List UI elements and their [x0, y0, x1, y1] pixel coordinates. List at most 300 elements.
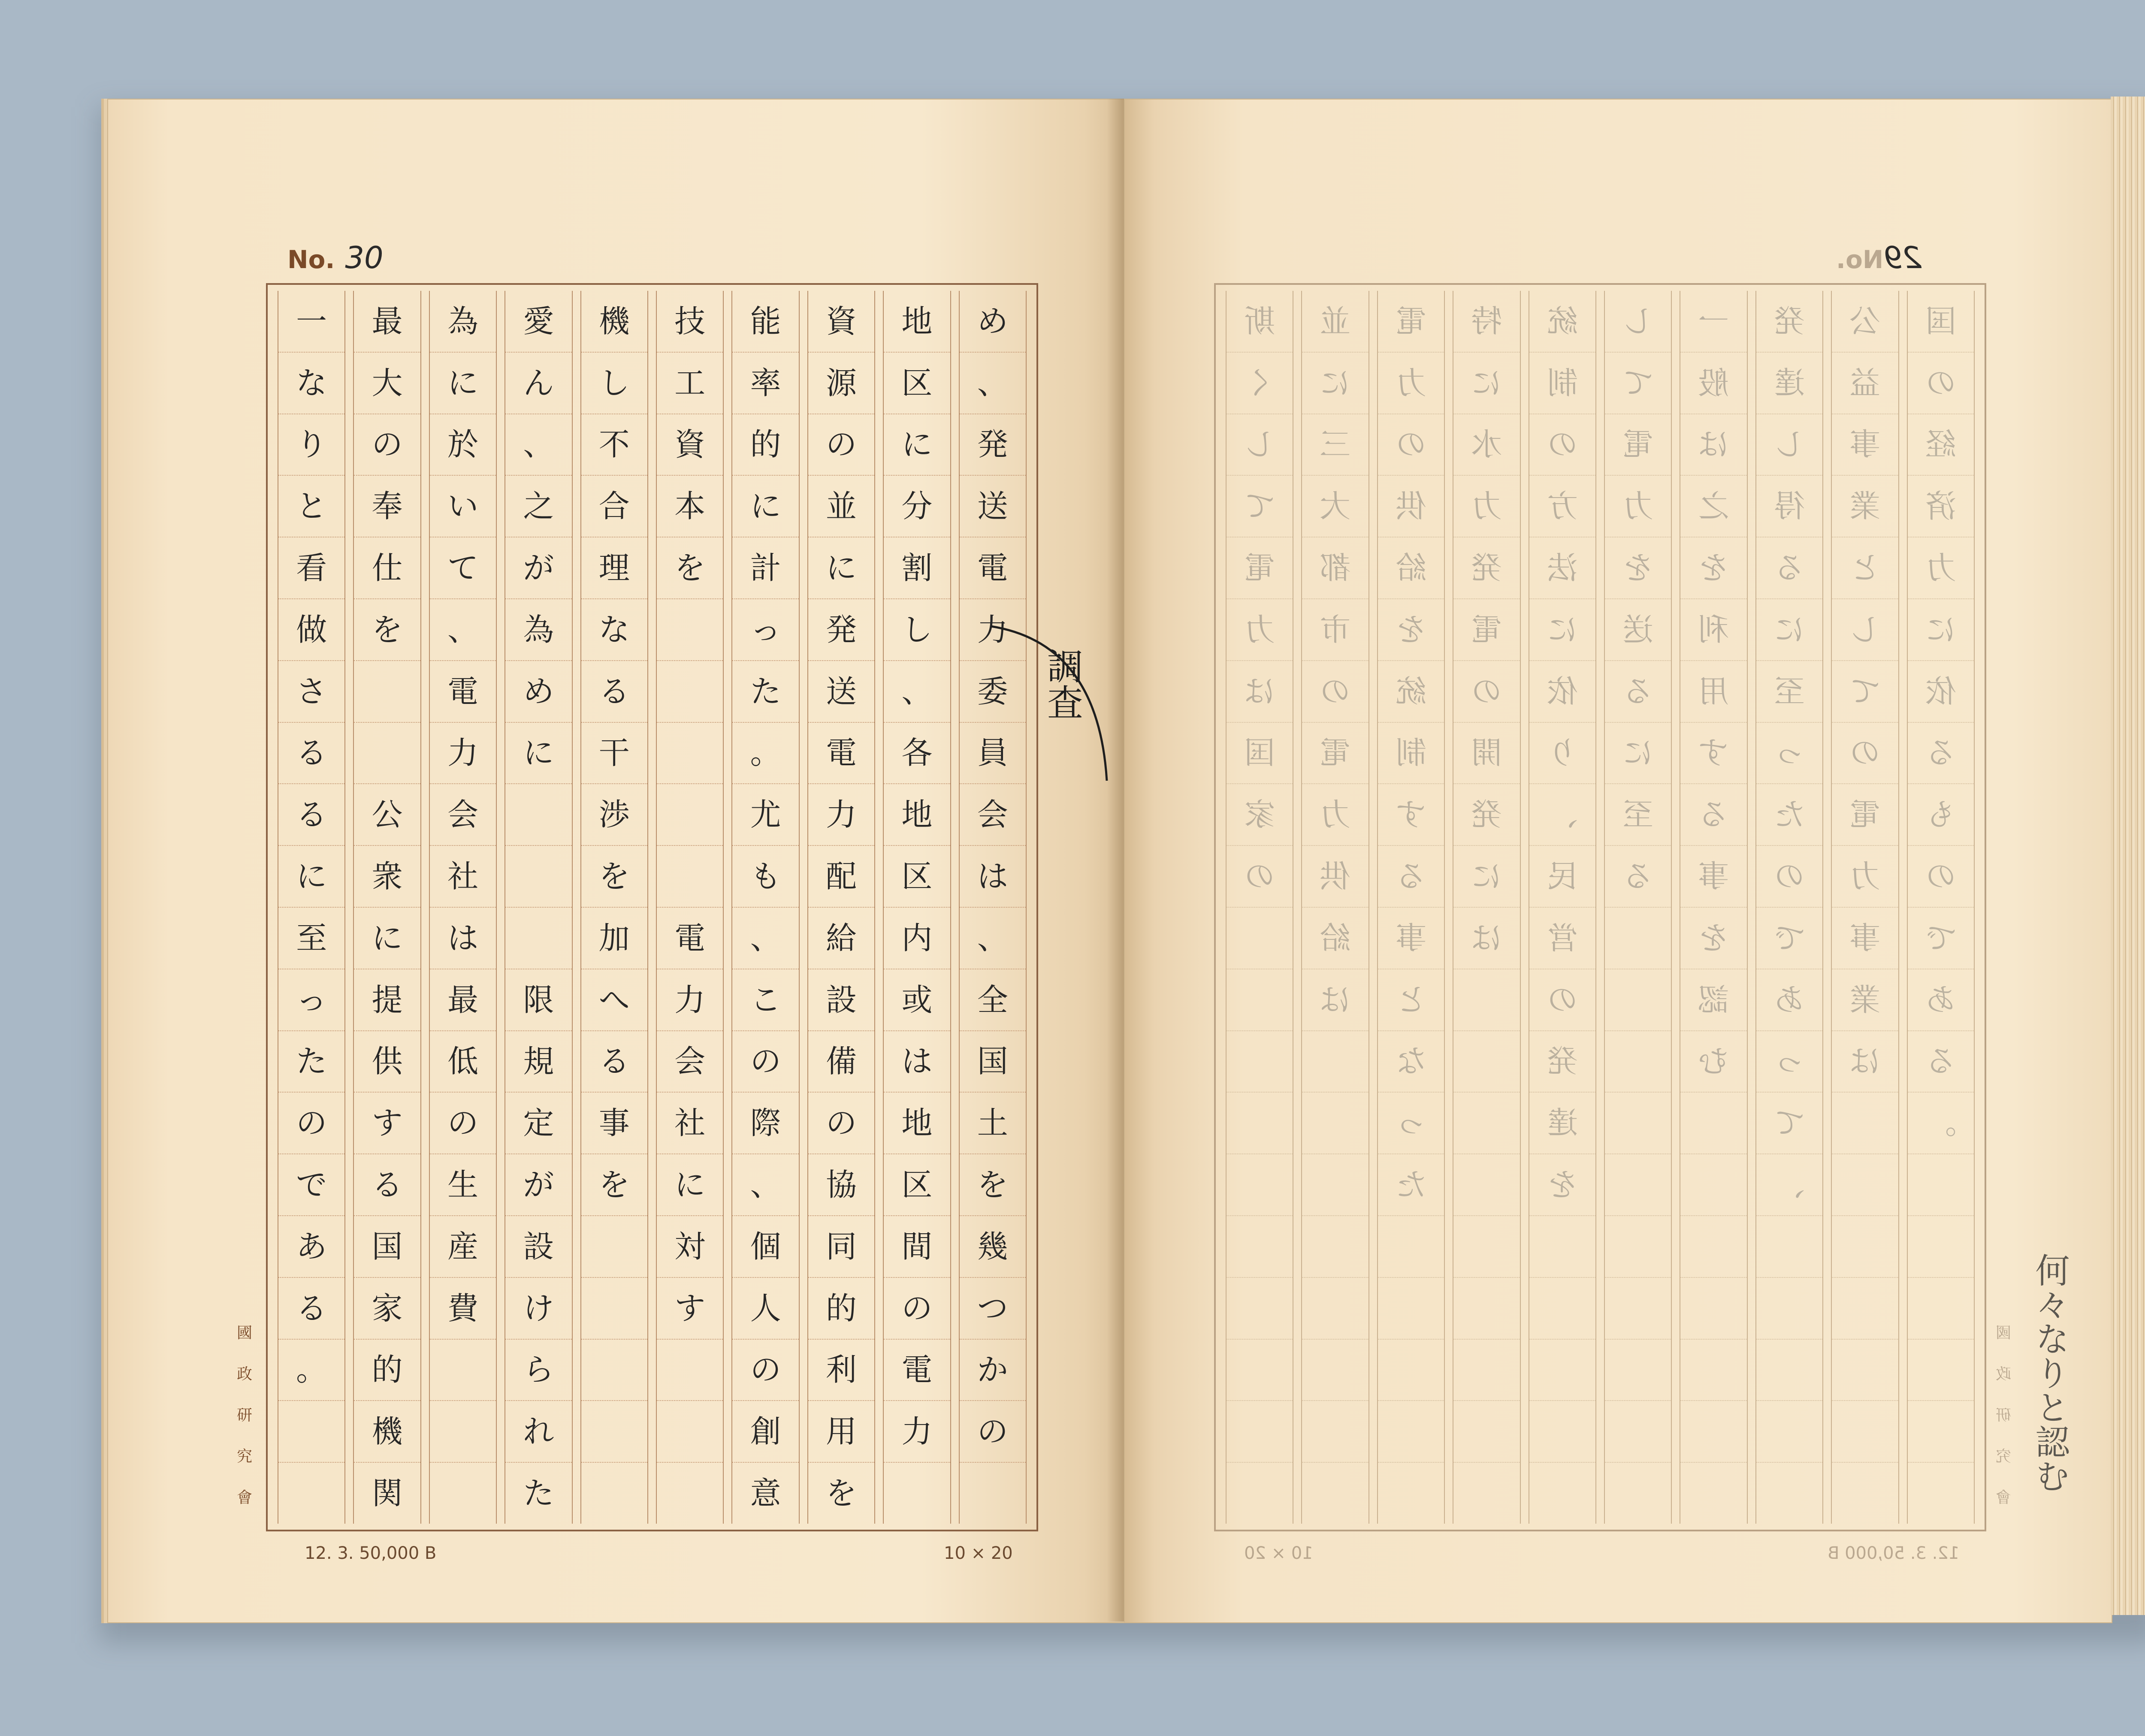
grid-cell: 供: [1378, 475, 1444, 537]
grid-cell: [1605, 1400, 1671, 1462]
grid-cell: 生: [430, 1153, 496, 1215]
grid-cell: れ: [505, 1400, 571, 1462]
grid-column: [731, 291, 799, 1524]
grid-column: [807, 291, 875, 1524]
grid-cell: [657, 845, 723, 907]
grid-cell: 家: [354, 1277, 420, 1339]
grid-cell: 奉: [354, 475, 420, 537]
grid-cell: あ: [278, 1215, 344, 1277]
grid-cell: さ: [278, 660, 344, 722]
grid-cell: 技: [674, 303, 706, 339]
grid-cell: 力: [1227, 598, 1293, 660]
grid-cell: 或: [884, 969, 950, 1030]
grid-cell: [1453, 1277, 1520, 1339]
grid-cell: 尤: [732, 783, 798, 845]
grid-cell: し: [1622, 303, 1654, 339]
grid-cell: 為: [447, 303, 478, 339]
page-number-value: 29: [1883, 240, 1922, 275]
grid-cell: [1453, 1339, 1520, 1401]
grid-cell: [1605, 1277, 1671, 1339]
grid-cell: を: [1529, 1153, 1595, 1215]
grid-cell: る: [278, 1277, 344, 1339]
grid-cell: [1378, 1277, 1444, 1339]
grid-cell: 法: [1529, 537, 1595, 598]
grid-cell: 機: [598, 303, 630, 339]
grid-cell: 幾: [960, 1215, 1026, 1277]
grid-cell: [884, 1462, 950, 1524]
grid-cell: 資: [825, 303, 857, 339]
grid-cell: 力: [657, 969, 723, 1030]
grid-cell: 、: [960, 907, 1026, 969]
grid-cell: [657, 1339, 723, 1401]
grid-cell: に: [1302, 352, 1368, 414]
grid-cell: の: [1453, 660, 1520, 722]
grid-cell: し: [1756, 414, 1822, 475]
grid-cell: 電: [960, 537, 1026, 598]
grid-cell: と: [1378, 969, 1444, 1030]
grid-cell: 限: [505, 969, 571, 1030]
grid-cell: 達: [1529, 1092, 1595, 1153]
grid-cell: る: [354, 1153, 420, 1215]
grid-cell: る: [1908, 1030, 1974, 1092]
grid-cell: 提: [354, 969, 420, 1030]
grid-cell: 大: [1302, 475, 1368, 537]
grid-cell: に: [1453, 352, 1520, 414]
grid-cell: 都: [1302, 537, 1368, 598]
grid-cell: 会: [657, 1030, 723, 1092]
grid-cell: 並: [808, 475, 874, 537]
grid-cell: く: [1227, 352, 1293, 414]
grid-cell: 於: [430, 414, 496, 475]
grid-cell: を: [354, 598, 420, 660]
grid-cell: 機: [354, 1400, 420, 1462]
grid-cell: は: [1227, 660, 1293, 722]
grid-cell: 仕: [354, 537, 420, 598]
grid-cell: る: [1908, 722, 1974, 784]
grid-cell: 給: [808, 907, 874, 969]
grid-cell: い: [430, 475, 496, 537]
grid-cell: は: [960, 845, 1026, 907]
grid-cell: 率: [732, 352, 798, 414]
grid-cell: 電: [430, 660, 496, 722]
grid-column: [278, 291, 345, 1524]
grid-cell: 区: [884, 845, 950, 907]
grid-cell: [1227, 1030, 1293, 1092]
grid-column: [1831, 291, 1899, 1524]
grid-cell: [1832, 1277, 1898, 1339]
imprint-char: 政: [236, 1365, 252, 1383]
grid-cell: す: [1378, 783, 1444, 845]
grid-cell: 工: [657, 352, 723, 414]
grid-cell: を: [1605, 537, 1671, 598]
grid-cell: を: [960, 1153, 1026, 1215]
grid-cell: は: [884, 1030, 950, 1092]
page-number-label: No.: [287, 245, 335, 274]
grid-cell: 電: [657, 907, 723, 969]
grid-cell: し: [884, 598, 950, 660]
grid-cell: に: [1529, 598, 1595, 660]
grid-cell: つ: [960, 1277, 1026, 1339]
manuscript-grid-left: [266, 283, 1038, 1531]
grid-cell: た: [1756, 783, 1822, 845]
grid-cell: [1453, 1400, 1520, 1462]
grid-cell: の: [1529, 969, 1595, 1030]
grid-cell: の: [732, 1030, 798, 1092]
grid-cell: [581, 1400, 647, 1462]
grid-column: [883, 291, 951, 1524]
grid-cell: 源: [808, 352, 874, 414]
grid-cell: 力: [1453, 475, 1520, 537]
grid-cell: て: [1832, 660, 1898, 722]
grid-cell: を: [581, 845, 647, 907]
grid-cell: へ: [581, 969, 647, 1030]
grid-cell: [1908, 1400, 1974, 1462]
grid-cell: 、: [1756, 1153, 1822, 1215]
grid-cell: [1908, 1462, 1974, 1524]
grid-cell: 資: [657, 414, 723, 475]
grid-cell: に: [1756, 598, 1822, 660]
grid-cell: 土: [960, 1092, 1026, 1153]
grid-cell: し: [1227, 414, 1293, 475]
grid-cell: 做: [278, 598, 344, 660]
grid-cell: 電: [1453, 598, 1520, 660]
imprint-char: 研: [236, 1407, 252, 1424]
grid-cell: の: [1378, 414, 1444, 475]
grid-cell: 協: [808, 1153, 874, 1215]
grid-cell: [1453, 1030, 1520, 1092]
grid-cell: に: [657, 1153, 723, 1215]
grid-cell: 的: [732, 414, 798, 475]
grid-cell: 給: [1302, 907, 1368, 969]
grid-cell: [1227, 1215, 1293, 1277]
grid-cell: [1529, 1462, 1595, 1524]
grid-cell: [1302, 1030, 1368, 1092]
grid-cell: [581, 1215, 647, 1277]
grid-cell: る: [1605, 660, 1671, 722]
grid-cell: 力: [884, 1400, 950, 1462]
grid-cell: 渉: [581, 783, 647, 845]
grid-cell: 、: [960, 352, 1026, 414]
grid-cell: [657, 783, 723, 845]
grid-cell: [1378, 1215, 1444, 1277]
imprint-char: 國: [236, 1324, 252, 1342]
grid-cell: [1227, 1092, 1293, 1153]
grid-cell: 、: [732, 907, 798, 969]
grid-cell: の: [808, 1092, 874, 1153]
grid-cell: す: [657, 1277, 723, 1339]
grid-cell: ら: [505, 1339, 571, 1401]
grid-cell: [1227, 1277, 1293, 1339]
grid-column: [1453, 291, 1520, 1524]
imprint-char: 國: [1996, 1324, 2012, 1342]
grid-cell: [1680, 1092, 1746, 1153]
grid-cell: [1908, 1215, 1974, 1277]
grid-cell: [657, 1400, 723, 1462]
grid-cell: [657, 722, 723, 784]
grid-cell: 設: [505, 1215, 571, 1277]
grid-cell: [1453, 1215, 1520, 1277]
grid-cell: [1908, 1153, 1974, 1215]
grid-cell: 得: [1756, 475, 1822, 537]
grid-cell: す: [354, 1092, 420, 1153]
margin-annotation-left: 調査: [1041, 648, 1084, 720]
grid-cell: 力: [1832, 845, 1898, 907]
grid-cell: [1756, 1462, 1822, 1524]
grid-cell: 、: [1529, 783, 1595, 845]
grid-cell: 統: [1378, 660, 1444, 722]
grid-cell: 配: [808, 845, 874, 907]
grid-cell: [581, 1277, 647, 1339]
grid-cell: [1680, 1215, 1746, 1277]
grid-cell: 利: [808, 1339, 874, 1401]
grid-cell: 、: [430, 598, 496, 660]
grid-cell: 費: [430, 1277, 496, 1339]
grid-cell: は: [1832, 1030, 1898, 1092]
grid-cell: け: [505, 1277, 571, 1339]
grid-cell: [1302, 1277, 1368, 1339]
page-number-left: [287, 240, 384, 275]
grid-cell: て: [1756, 1092, 1822, 1153]
grid-cell: [1832, 1215, 1898, 1277]
manuscript-grid-right: [1214, 283, 1986, 1531]
grid-cell: 個: [732, 1215, 798, 1277]
grid-cell: 為: [505, 598, 571, 660]
margin-annotation-right: 何々なりと認む: [2030, 1253, 2069, 1493]
grid-cell: る: [278, 783, 344, 845]
imprint-char: 研: [1996, 1407, 2012, 1424]
grid-cell: 最: [372, 303, 403, 339]
grid-cell: 開: [1453, 722, 1520, 784]
grid-cell: る: [1378, 845, 1444, 907]
grid-cell: 之: [1680, 475, 1746, 537]
grid-cell: 国: [1925, 303, 1956, 339]
grid-cell: [1453, 1153, 1520, 1215]
grid-cell: 員: [960, 722, 1026, 784]
grid-cell: の: [1908, 845, 1974, 907]
grid-cell: 力: [1302, 783, 1368, 845]
grid-cell: [1453, 1462, 1520, 1524]
grid-cell: [1680, 1153, 1746, 1215]
grid-cell: 送: [808, 660, 874, 722]
grid-cell: 水: [1453, 414, 1520, 475]
grid-cell: め: [505, 660, 571, 722]
grid-cell: [1378, 1462, 1444, 1524]
grid-cell: 発: [1453, 537, 1520, 598]
grid-cell: [1378, 1400, 1444, 1462]
grid-cell: 的: [354, 1339, 420, 1401]
grid-cell: 委: [960, 660, 1026, 722]
grid-cell: 営: [1529, 907, 1595, 969]
grid-cell: 事: [1680, 845, 1746, 907]
grid-cell: [1756, 1215, 1822, 1277]
grid-cell: て: [430, 537, 496, 598]
grid-cell: 発: [960, 414, 1026, 475]
grid-cell: し: [581, 352, 647, 414]
grid-cell: 合: [581, 475, 647, 537]
grid-cell: 至: [1605, 783, 1671, 845]
grid-cell: 会: [960, 783, 1026, 845]
grid-cell: 事: [581, 1092, 647, 1153]
grid-cell: 電: [884, 1339, 950, 1401]
grid-cell: 分: [884, 475, 950, 537]
grid-cell: 不: [581, 414, 647, 475]
grid-cell: っ: [1756, 722, 1822, 784]
grid-cell: 市: [1302, 598, 1368, 660]
grid-cell: 力: [430, 722, 496, 784]
grid-cell: 送: [960, 475, 1026, 537]
publisher-imprint-left: [232, 1313, 257, 1519]
grid-cell: り: [1529, 722, 1595, 784]
grid-cell: [1302, 1215, 1368, 1277]
grid-cell: 能: [750, 303, 781, 339]
grid-cell: [1605, 1092, 1671, 1153]
grid-cell: 事: [1832, 414, 1898, 475]
grid-cell: に: [1908, 598, 1974, 660]
grid-cell: ん: [505, 352, 571, 414]
grid-cell: [1680, 1339, 1746, 1401]
grid-cell: 区: [884, 1153, 950, 1215]
grid-cell: に: [732, 475, 798, 537]
grid-cell: [1680, 1277, 1746, 1339]
grid-cell: 創: [732, 1400, 798, 1462]
grid-cell: [1529, 1215, 1595, 1277]
grid-cell: の: [960, 1400, 1026, 1462]
grid-cell: る: [581, 1030, 647, 1092]
grid-cell: [960, 1462, 1026, 1524]
grid-cell: の: [884, 1277, 950, 1339]
grid-cell: な: [581, 598, 647, 660]
grid-cell: の: [354, 414, 420, 475]
grid-cell: 。: [278, 1339, 344, 1401]
grid-cell: 計: [732, 537, 798, 598]
grid-cell: 人: [732, 1277, 798, 1339]
grid-cell: 力: [1605, 475, 1671, 537]
grid-column: [1604, 291, 1672, 1524]
grid-cell: 意: [732, 1462, 798, 1524]
imprint-char: 會: [236, 1489, 252, 1507]
grid-cell: る: [1605, 845, 1671, 907]
grid-cell: [657, 1462, 723, 1524]
grid-cell: [1453, 1092, 1520, 1153]
grid-cell: が: [505, 1153, 571, 1215]
grid-cell: [581, 1462, 647, 1524]
grid-cell: 電: [1227, 537, 1293, 598]
grid-cell: 的: [808, 1277, 874, 1339]
grid-column: [656, 291, 724, 1524]
grid-cell: 国: [1227, 722, 1293, 784]
grid-cell: 各: [884, 722, 950, 784]
grid-cell: す: [1680, 722, 1746, 784]
grid-column: [1529, 291, 1596, 1524]
grid-cell: 干: [581, 722, 647, 784]
page-number-value: 30: [345, 240, 384, 275]
grid-cell: [1529, 1339, 1595, 1401]
grid-cell: も: [1908, 783, 1974, 845]
grid-cell: [505, 783, 571, 845]
grid-cell: な: [1378, 1030, 1444, 1092]
grid-cell: の: [430, 1092, 496, 1153]
grid-cell: と: [1832, 537, 1898, 598]
grid-cell: [1227, 907, 1293, 969]
grid-cell: で: [1756, 907, 1822, 969]
grid-cell: 全: [960, 969, 1026, 1030]
grid-cell: を: [657, 537, 723, 598]
grid-cell: 至: [278, 907, 344, 969]
grid-cell: [1227, 1339, 1293, 1401]
grid-cell: の: [1756, 845, 1822, 907]
grid-column: [1377, 291, 1445, 1524]
grid-cell: 給: [1378, 537, 1444, 598]
grid-column: [353, 291, 421, 1524]
grid-cell: を: [1680, 537, 1746, 598]
grid-cell: [1605, 1153, 1671, 1215]
grid-cell: こ: [732, 969, 798, 1030]
grid-cell: の: [1529, 414, 1595, 475]
grid-cell: [1832, 1153, 1898, 1215]
grid-cell: 、: [884, 660, 950, 722]
grid-cell: 事: [1378, 907, 1444, 969]
grid-cell: 並: [1320, 303, 1351, 339]
grid-cell: 益: [1832, 352, 1898, 414]
grid-cell: [1529, 1400, 1595, 1462]
grid-cell: 産: [430, 1215, 496, 1277]
grid-cell: に: [808, 537, 874, 598]
grid-cell: る: [581, 660, 647, 722]
grid-cell: の: [1832, 722, 1898, 784]
grid-cell: [1529, 1277, 1595, 1339]
grid-cell: 依: [1529, 660, 1595, 722]
grid-column: [1226, 291, 1293, 1524]
grid-cell: 済: [1908, 475, 1974, 537]
grid-cell: 地: [884, 1092, 950, 1153]
grid-cell: [657, 598, 723, 660]
page-number-right: [1836, 240, 1932, 275]
grid-cell: 間: [884, 1215, 950, 1277]
grid-cell: 斯: [1244, 303, 1275, 339]
grid-cell: [1605, 1215, 1671, 1277]
grid-cell: り: [278, 414, 344, 475]
grid-cell: に: [884, 414, 950, 475]
grid-cell: あ: [1908, 969, 1974, 1030]
paper-code-right: 12. 3. 50,000 B: [1828, 1543, 1960, 1563]
grid-size-right: 10 × 20: [1244, 1543, 1313, 1563]
grid-cell: 発: [1773, 303, 1805, 339]
grid-cell: 区: [884, 352, 950, 414]
grid-cell: る: [278, 722, 344, 784]
grid-cell: 公: [354, 783, 420, 845]
grid-cell: [505, 845, 571, 907]
grid-cell: [1832, 1092, 1898, 1153]
grid-cell: 方: [1529, 475, 1595, 537]
grid-cell: あ: [1756, 969, 1822, 1030]
imprint-char: 究: [236, 1448, 252, 1465]
grid-column: [959, 291, 1027, 1524]
grid-cell: 国: [354, 1215, 420, 1277]
grid-cell: 定: [505, 1092, 571, 1153]
grid-cell: 地: [901, 303, 933, 339]
grid-cell: [1453, 969, 1520, 1030]
grid-cell: 電: [1605, 414, 1671, 475]
grid-cell: [1832, 1462, 1898, 1524]
grid-cell: 送: [1605, 598, 1671, 660]
grid-cell: と: [278, 475, 344, 537]
grid-cell: っ: [732, 598, 798, 660]
grid-cell: っ: [1378, 1092, 1444, 1153]
grid-cell: 公: [1849, 303, 1881, 339]
grid-cell: 電: [1302, 722, 1368, 784]
grid-cell: 依: [1908, 660, 1974, 722]
grid-cell: [1605, 1462, 1671, 1524]
